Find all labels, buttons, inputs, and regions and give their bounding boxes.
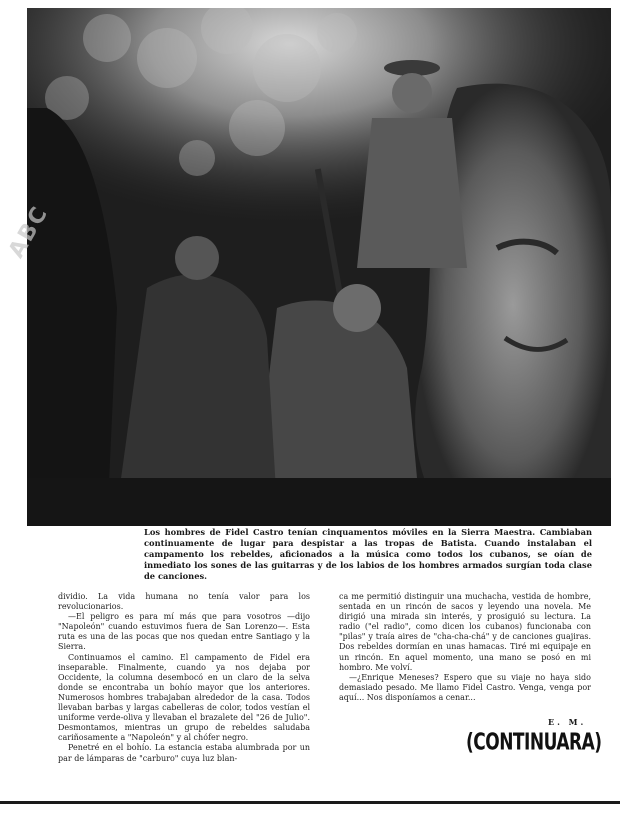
paragraph: dividio. La vida humana no tenía valor para los revolucionarios. — [58, 592, 310, 612]
paragraph: ca me permitió distinguir una muchacha, vestida de hombre, sentada en un rincón de sacos y leyendo una novela. Me dirigió una mirada sin interés, y prosiguió su lectura. La radio ("el radio", como dicen los cubanos) funcionaba con "pilas" y traía aires de "cha-cha-chá" y de canciones guajiras. Dos rebeldes dormían en unas hamacas. Tiré mi equipaje en un rincón. En aquel momento, una mano se posó en mi hombro. Me volví. — [339, 592, 591, 672]
photo-caption: Los hombres de Fidel Castro tenían cinquamentos móviles en la Sierra Maestra. Cambiaban continuamente de lugar para despistar a las tropas de Batista. Cuando instalaban el campamento los rebeldes, aficionados a la música como todos los cubanos, se oían de inmediato los sones de las guitarras y de los labios de los hombres armados surgían toda clase de canciones. — [144, 527, 592, 581]
article-column-left — [58, 592, 310, 764]
bottom-rule — [0, 801, 620, 804]
guerrilla-photo — [27, 8, 611, 526]
paragraph: —El peligro es para mí más que para vosotros —dijo "Napoleón" cuando estuvimos fuera de San Lorenzo—. Esta ruta es una de las pocas que nos quedan entre Santiago y la Sierra. — [58, 612, 310, 652]
paragraph: Penetré en el bohío. La estancia estaba alumbrada por un par de lámparas de "carburo" cuya luz blan- — [58, 743, 310, 763]
author-signature: E. M. — [548, 717, 587, 727]
paragraph: Continuamos el camino. El campamento de Fidel era inseparable. Finalmente, cuando ya nos dejaba por Occidente, la columna desembocó en un claro de la selva donde se encontraba un bohío mayor que los anteriores. Numerosos hombres trabajaban alrededor de la casa. Todos llevaban barbas y largas cabelleras de color, todos vestían el uniforme verde-oliva y llevaban el brazalete del "26 de Julio". Desmontamos, mientras un grupo de rebeldes saludaba cariñosamente a "Napoleón" y al chófer negro. — [58, 652, 310, 743]
paragraph: —¿Enrique Meneses? Espero que su viaje no haya sido demasiado pesado. Me llamo Fidel Castro. Venga, venga por aquí... Nos disponíamos a cenar... — [339, 672, 591, 702]
article-column-right — [339, 592, 591, 703]
guerrilla-photo-icon — [27, 8, 611, 526]
abc-watermark: ABC — [4, 201, 54, 263]
continuation-label: (CONTINUARA) — [466, 729, 602, 756]
